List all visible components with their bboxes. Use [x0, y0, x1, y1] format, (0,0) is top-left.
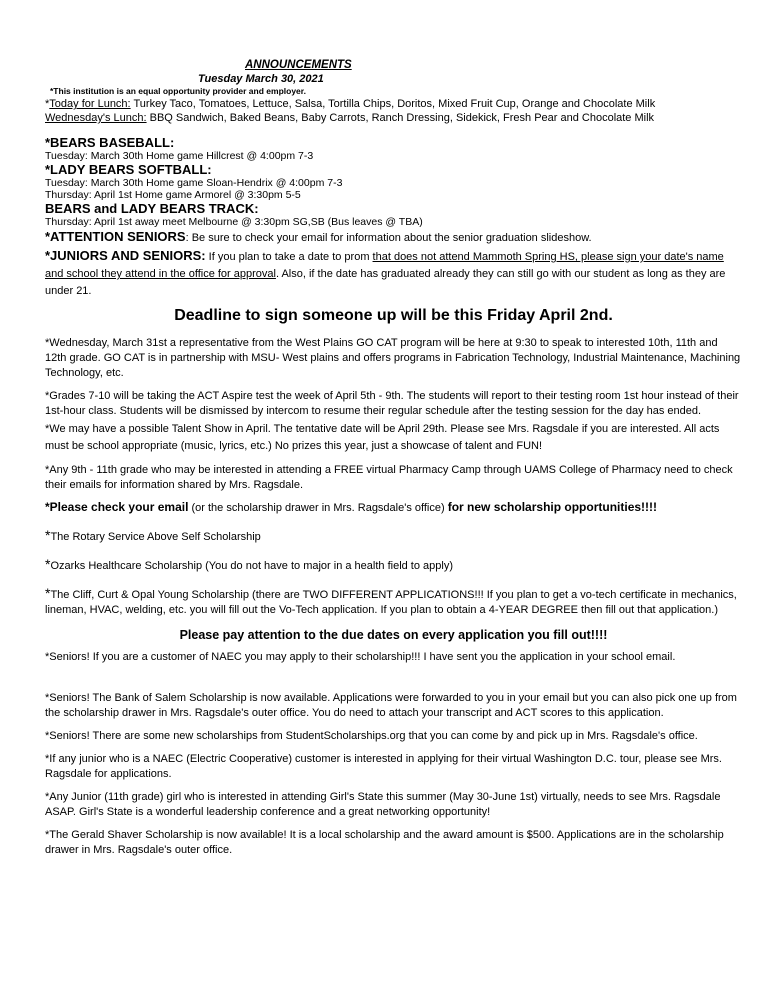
prom-label: *JUNIORS AND SENIORS:: [45, 248, 206, 263]
young-scholarship: [45, 586, 742, 618]
today-lunch-menu: Turkey Taco, Tomatoes, Lettuce, Salsa, Tortilla Chips, Doritos, Mixed Fruit Cup, Orange and Chocolate Milk: [130, 98, 656, 110]
wednesday-lunch: [45, 111, 742, 125]
announcement-date: Tuesday March 30, 2021: [198, 73, 324, 85]
talent-show-paragraph: *We may have a possible Talent Show in April. The tentative date will be April 29th. Please see Mrs. Ragsdale if you are interested. All acts must be school appropriate (music, lyrics, etc.) No prizes this year, just a showcase of talent and FUN!: [45, 423, 720, 452]
shaver-scholarship-paragraph: *The Gerald Shaver Scholarship is now available! It is a local scholarship and the award amount is $500. Applications are in the scholarship drawer in Mrs. Ragsdale's outer office.: [45, 829, 724, 856]
attention-seniors: [45, 230, 742, 245]
scholarship-email-lead: *Please check your email: [45, 500, 189, 514]
wednesday-lunch-label: Wednesday's Lunch:: [45, 112, 147, 124]
prom-date-notice: [45, 247, 742, 300]
prom-approval-underlined: that does not attend Mammoth Spring HS, please sign your date's name and school they attend in the office for approval: [45, 251, 724, 280]
ozarks-scholarship: [45, 557, 742, 574]
softball-game-1: Tuesday: March 30th Home game Sloan-Hendrix @ 4:00pm 7-3: [45, 177, 343, 189]
today-lunch-star: *: [45, 98, 50, 110]
today-lunch-label: Today for Lunch:: [49, 98, 131, 110]
girls-state-paragraph: *Any Junior (11th grade) girl who is interested in attending Girl's State this summer (May 30-June 1st) virtually, needs to see Mrs. Ragsdale ASAP. Girl's State is a wonderful leadership conference and a great networking opportunity!: [45, 791, 721, 818]
page-title: ANNOUNCEMENTS: [245, 59, 352, 71]
washington-tour-paragraph: *If any junior who is a NAEC (Electric Cooperative) customer is interested in applying for their virtual Washington D.C. tour, please see Mrs. Ragsdale for applications.: [45, 753, 722, 780]
rotary-scholarship-text: The Rotary Service Above Self Scholarship: [50, 531, 261, 543]
bank-of-salem-paragraph: *Seniors! The Bank of Salem Scholarship is now available. Applications were forwarded to you in your email but you can also pick one up from the scholarship drawer in Mrs. Ragsdale's outer office. You do need to attach your transcript and ACT scores to this application.: [45, 692, 737, 719]
attention-seniors-text: : Be sure to check your email for information about the senior graduation slideshow.: [185, 232, 592, 244]
due-dates-notice: Please pay attention to the due dates on every application you fill out!!!!: [179, 628, 608, 642]
prom-text-2: . Also, if the date has graduated already they can still go with our student as long as they are under 21.: [45, 268, 726, 297]
aspire-paragraph: *Grades 7-10 will be taking the ACT Aspire test the week of April 5th - 9th. The students will report to their testing room 1st hour instead of their 1st-hour class. Students will be dismissed by intercom to resume their regular schedule after the testing session for the day has ended.: [45, 390, 739, 417]
baseball-heading: *BEARS BASEBALL:: [45, 135, 175, 150]
today-lunch: [45, 97, 742, 111]
studentscholarships-paragraph: *Seniors! There are some new scholarships from StudentScholarships.org that you can come by and pick up in Mrs. Ragsdale's office.: [45, 730, 698, 742]
scholarship-email-mid: (or the scholarship drawer in Mrs. Ragsdale's office): [188, 502, 448, 514]
prom-text-1: If you plan to take a date to prom: [205, 251, 373, 263]
young-scholarship-text: The Cliff, Curt & Opal Young Scholarship (there are TWO DIFFERENT APPLICATIONS!!! If you plan to get a vo-tech certificate in mechanics, lineman, HVAC, welding, etc. you will fill out the Vo-Tech application. If you plan to obtain a 4-YEAR DEGREE then fill out that application.): [45, 589, 737, 616]
announcement-page: [45, 58, 742, 858]
track-heading: BEARS and LADY BEARS TRACK:: [45, 201, 259, 216]
naec-scholarship-paragraph: *Seniors! If you are a customer of NAEC you may apply to their scholarship!!! I have sent you the application in your school email.: [45, 651, 676, 663]
eeo-statement: *This institution is an equal opportunity provider and employer.: [50, 86, 306, 96]
scholarship-email-tail: for new scholarship opportunities!!!!: [447, 500, 658, 514]
bullet-star: *: [45, 556, 51, 572]
bullet-star: *: [45, 527, 51, 543]
gocat-paragraph: *Wednesday, March 31st a representative from the West Plains GO CAT program will be here at 9:30 to speak to interested 10th, 11th and 12th grade. GO CAT is in partnership with MSU- West plains and offers programs in Fabrication Technology, Industrial Maintenance, Machining Technology, etc.: [45, 337, 741, 379]
rotary-scholarship: [45, 528, 742, 545]
baseball-game-1: Tuesday: March 30th Home game Hillcrest @ 4:00pm 7-3: [45, 150, 314, 162]
softball-heading: *LADY BEARS SOFTBALL:: [45, 162, 212, 177]
wednesday-lunch-menu: BBQ Sandwich, Baked Beans, Baby Carrots, Ranch Dressing, Sidekick, Fresh Pear and Chocolate Milk: [146, 112, 655, 124]
softball-game-2: Thursday: April 1st Home game Armorel @ 3:30pm 5-5: [45, 189, 301, 201]
ozarks-scholarship-text: Ozarks Healthcare Scholarship (You do not have to major in a health field to apply): [50, 560, 453, 572]
pharmacy-camp-paragraph: *Any 9th - 11th grade who may be interested in attending a FREE virtual Pharmacy Camp through UAMS College of Pharmacy need to check their emails for information shared by Mrs. Ragsdale.: [45, 464, 733, 491]
track-meet-1: Thursday: April 1st away meet Melbourne @ 3:30pm SG,SB (Bus leaves @ TBA): [45, 216, 423, 228]
attention-seniors-label: *ATTENTION SENIORS: [45, 229, 186, 244]
bullet-star: *: [45, 585, 51, 601]
prom-deadline: Deadline to sign someone up will be this Friday April 2nd.: [174, 307, 613, 324]
scholarship-email-notice: [45, 500, 742, 516]
